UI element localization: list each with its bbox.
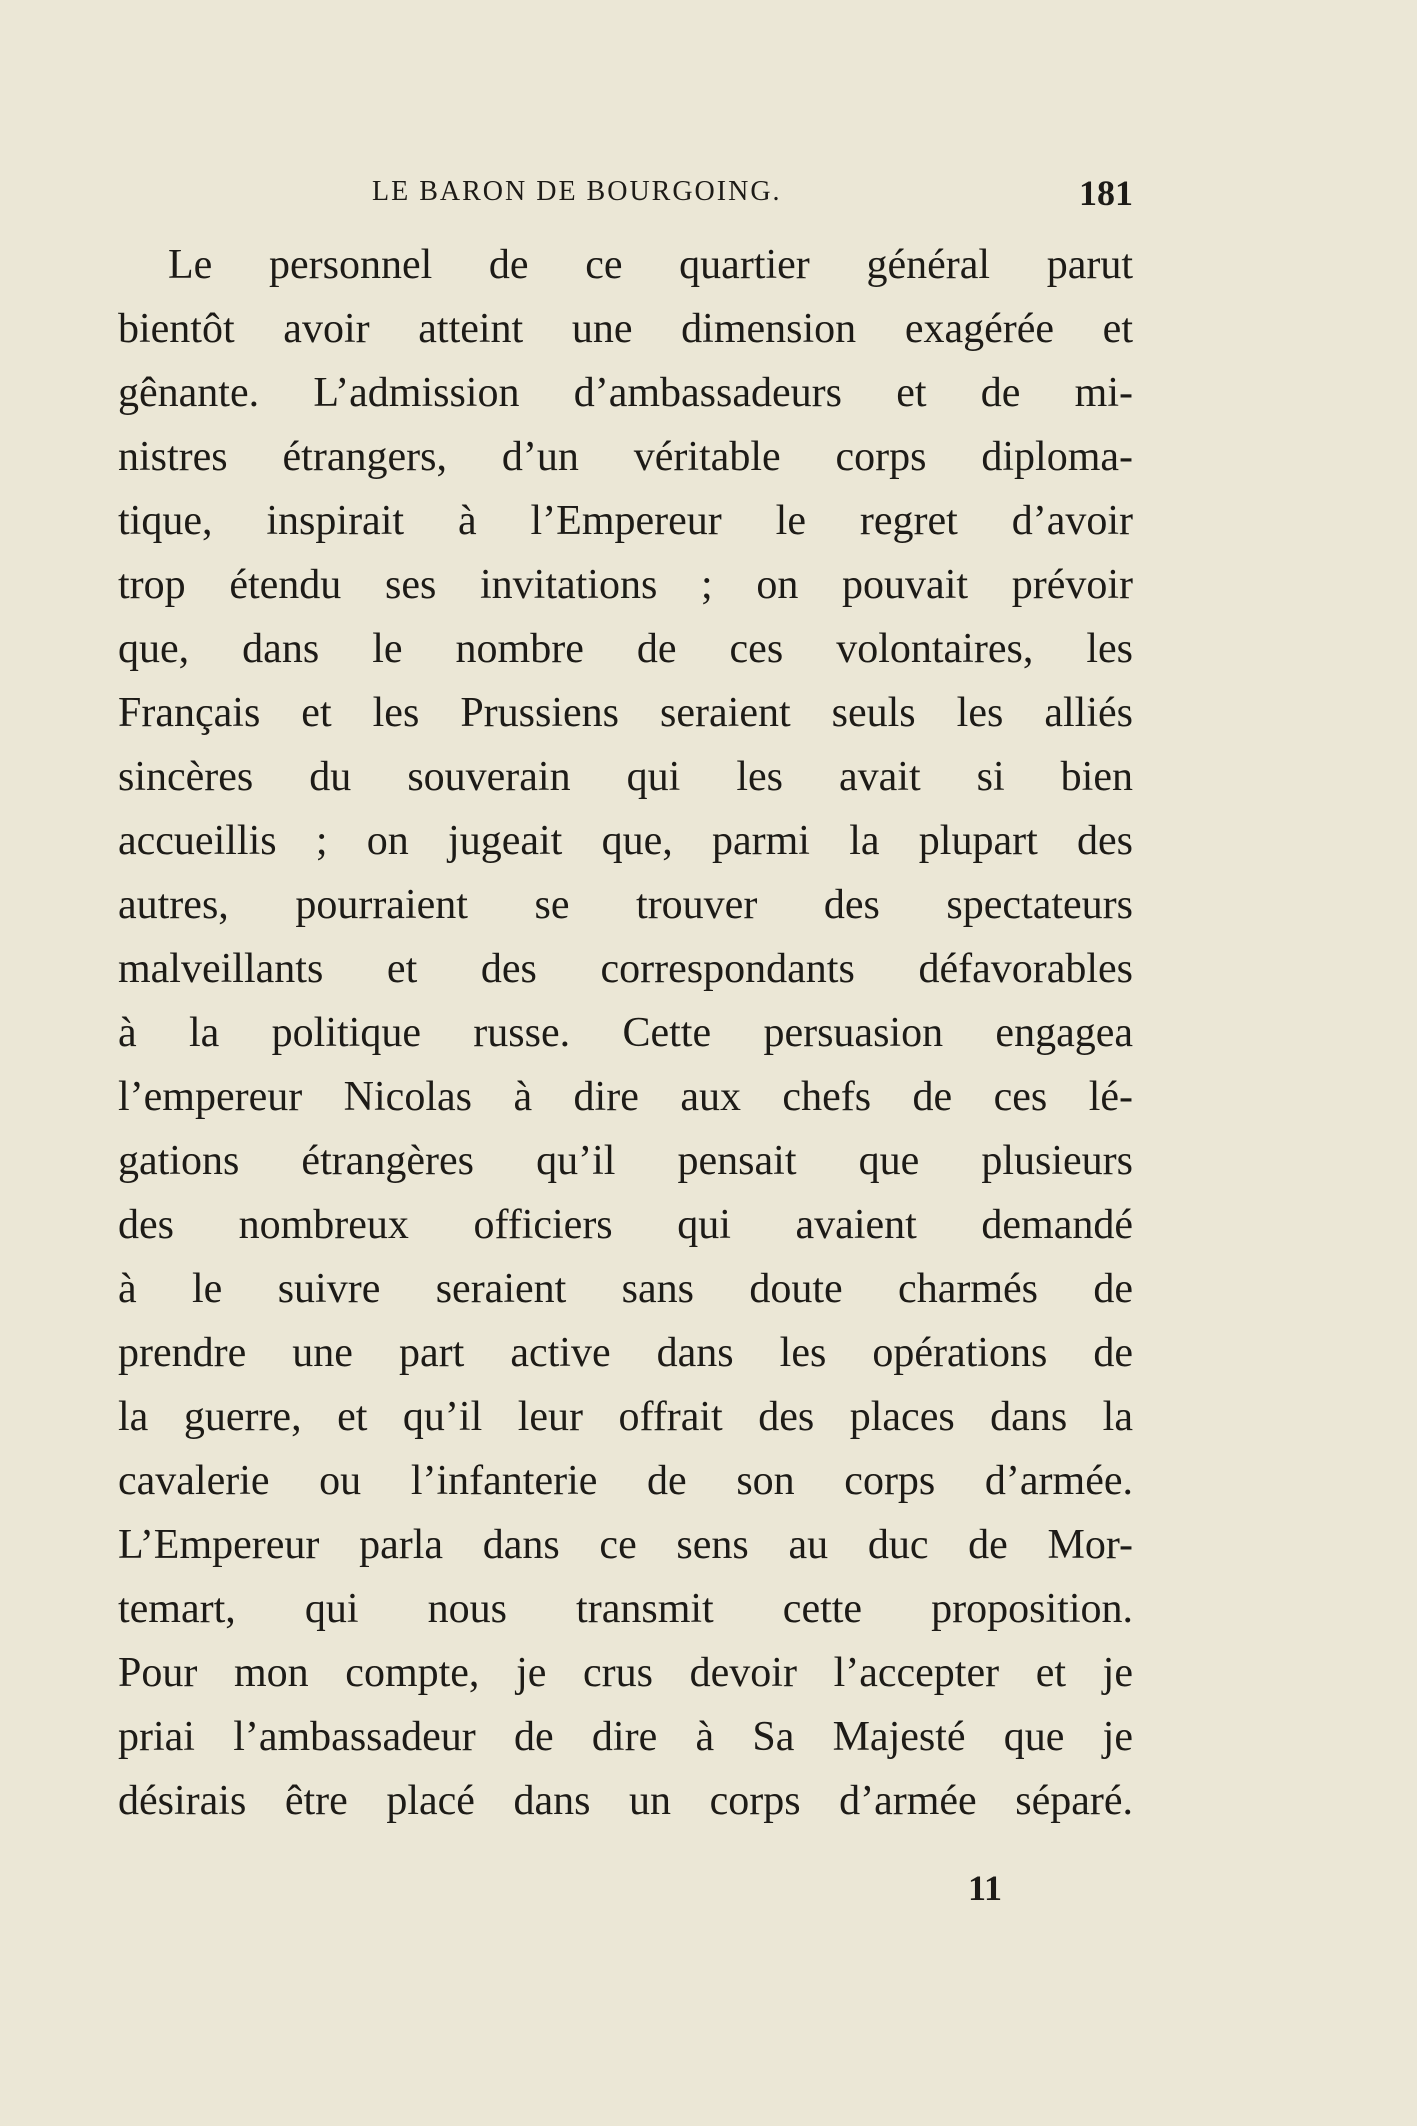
- text-line: priai l’ambassadeur de dire à Sa Majesté que je: [118, 1714, 1133, 1760]
- text-line: que, dans le nombre de ces volontaires, les: [118, 626, 1133, 672]
- text-line: gations étrangères qu’il pensait que plusieurs: [118, 1138, 1133, 1184]
- text-line: à la politique russe. Cette persuasion engagea: [118, 1010, 1133, 1056]
- text-line: gênante. L’admission d’ambassadeurs et de mi-: [118, 370, 1133, 416]
- text-line: l’empereur Nicolas à dire aux chefs de ces lé-: [118, 1074, 1133, 1120]
- text-line: autres, pourraient se trouver des spectateurs: [118, 882, 1133, 928]
- page-number: 181: [1079, 173, 1133, 213]
- text-line: Le personnel de ce quartier général parut: [168, 242, 1133, 288]
- text-line: Pour mon compte, je crus devoir l’accepter et je: [118, 1650, 1133, 1696]
- text-line: prendre une part active dans les opérations de: [118, 1330, 1133, 1376]
- text-line: tique, inspirait à l’Empereur le regret d’avoir: [118, 498, 1133, 544]
- text-line: sincères du souverain qui les avait si bien: [118, 754, 1133, 800]
- body-text: [118, 233, 1133, 1833]
- text-line: des nombreux officiers qui avaient demandé: [118, 1202, 1133, 1248]
- text-line: nistres étrangers, d’un véritable corps diploma-: [118, 434, 1133, 480]
- text-line: temart, qui nous transmit cette proposition.: [118, 1586, 1133, 1632]
- page-header: [118, 172, 1133, 222]
- text-line: cavalerie ou l’infanterie de son corps d’armée.: [118, 1458, 1133, 1504]
- text-line: trop étendu ses invitations ; on pouvait prévoir: [118, 562, 1133, 608]
- text-line: accueillis ; on jugeait que, parmi la plupart des: [118, 818, 1133, 864]
- text-line: à le suivre seraient sans doute charmés de: [118, 1266, 1133, 1312]
- running-title: LE BARON DE BOURGOING.: [372, 176, 782, 207]
- signature-mark: 11: [968, 1868, 1003, 1908]
- text-line: bientôt avoir atteint une dimension exagérée et: [118, 306, 1133, 352]
- text-line: L’Empereur parla dans ce sens au duc de Mor-: [118, 1522, 1133, 1568]
- text-line: malveillants et des correspondants défavorables: [118, 946, 1133, 992]
- text-line: la guerre, et qu’il leur offrait des places dans la: [118, 1394, 1133, 1440]
- text-line: désirais être placé dans un corps d’armée séparé.: [118, 1778, 1133, 1824]
- text-line: Français et les Prussiens seraient seuls les alliés: [118, 690, 1133, 736]
